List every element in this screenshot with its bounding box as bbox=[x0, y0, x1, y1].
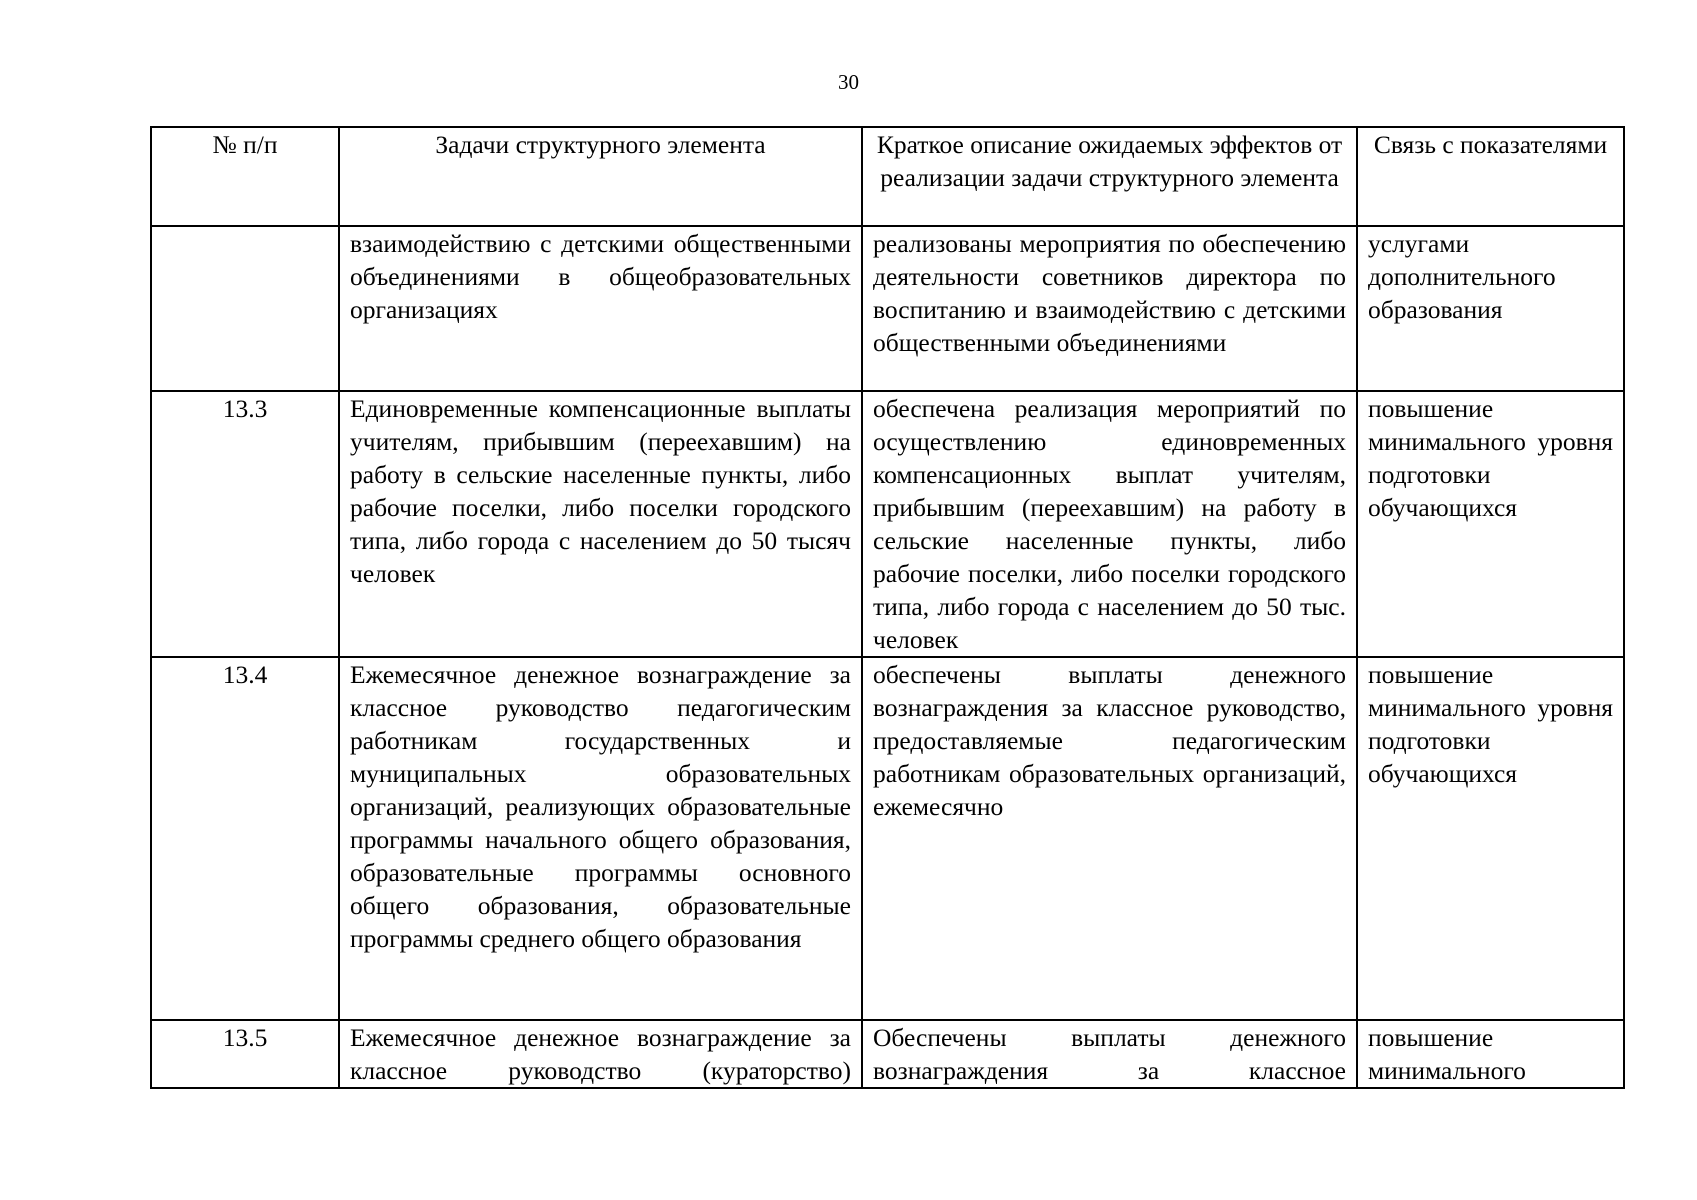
header-effects: Краткое описание ожидаемых эффектов от реализации задачи структурного элемента bbox=[862, 127, 1357, 226]
row-number bbox=[151, 226, 339, 391]
row-effect: Обеспечены выплаты денежного вознаграждения за классное bbox=[862, 1020, 1357, 1088]
row-indicator-link: повышение минимального bbox=[1357, 1020, 1624, 1088]
header-number: № п/п bbox=[151, 127, 339, 226]
row-number: 13.3 bbox=[151, 391, 339, 657]
row-indicator-link: повышение минимального уровня подготовки обучающихся bbox=[1357, 657, 1624, 1020]
row-indicator-link: повышение минимального уровня подготовки обучающихся bbox=[1357, 391, 1624, 657]
row-number: 13.4 bbox=[151, 657, 339, 1020]
row-indicator-link: услугами дополнительного образования bbox=[1357, 226, 1624, 391]
header-tasks: Задачи структурного элемента bbox=[339, 127, 862, 226]
row-effect: обеспечена реализация мероприятий по осуществлению единовременных компенсационных выплат учителям, прибывшим (переехавшим) на работу в сельские населенные пункты, либо рабочие поселки, либо поселки городского типа, либо города с населением до 50 тыс. человек bbox=[862, 391, 1357, 657]
table-row bbox=[151, 1020, 1624, 1088]
row-task: Ежемесячное денежное вознаграждение за классное руководство педагогическим работникам государственных и муниципальных образовательных организаций, реализующих образовательные программы начального общего образования, образовательные программы основного общего образования, образовательные программы среднего общего образования bbox=[339, 657, 862, 1020]
row-task: Ежемесячное денежное вознаграждение за классное руководство (кураторство) bbox=[339, 1020, 862, 1088]
table-row bbox=[151, 657, 1624, 1020]
row-task: взаимодействию с детскими общественными объединениями в общеобразовательных организациях bbox=[339, 226, 862, 391]
header-indicators: Связь с показателями bbox=[1357, 127, 1624, 226]
table-header-row bbox=[151, 127, 1624, 226]
row-effect: обеспечены выплаты денежного вознаграждения за классное руководство, предоставляемые педагогическим работникам образовательных организаций, ежемесячно bbox=[862, 657, 1357, 1020]
tasks-table bbox=[150, 126, 1625, 1089]
page-number: 30 bbox=[838, 70, 859, 94]
row-effect: реализованы мероприятия по обеспечению деятельности советников директора по воспитанию и взаимодействию с детскими общественными объединениями bbox=[862, 226, 1357, 391]
table-row bbox=[151, 391, 1624, 657]
table-row bbox=[151, 226, 1624, 391]
row-number: 13.5 bbox=[151, 1020, 339, 1088]
row-task: Единовременные компенсационные выплаты учителям, прибывшим (переехавшим) на работу в сельские населенные пункты, либо рабочие поселки, либо поселки городского типа, либо города с населением до 50 тысяч человек bbox=[339, 391, 862, 657]
